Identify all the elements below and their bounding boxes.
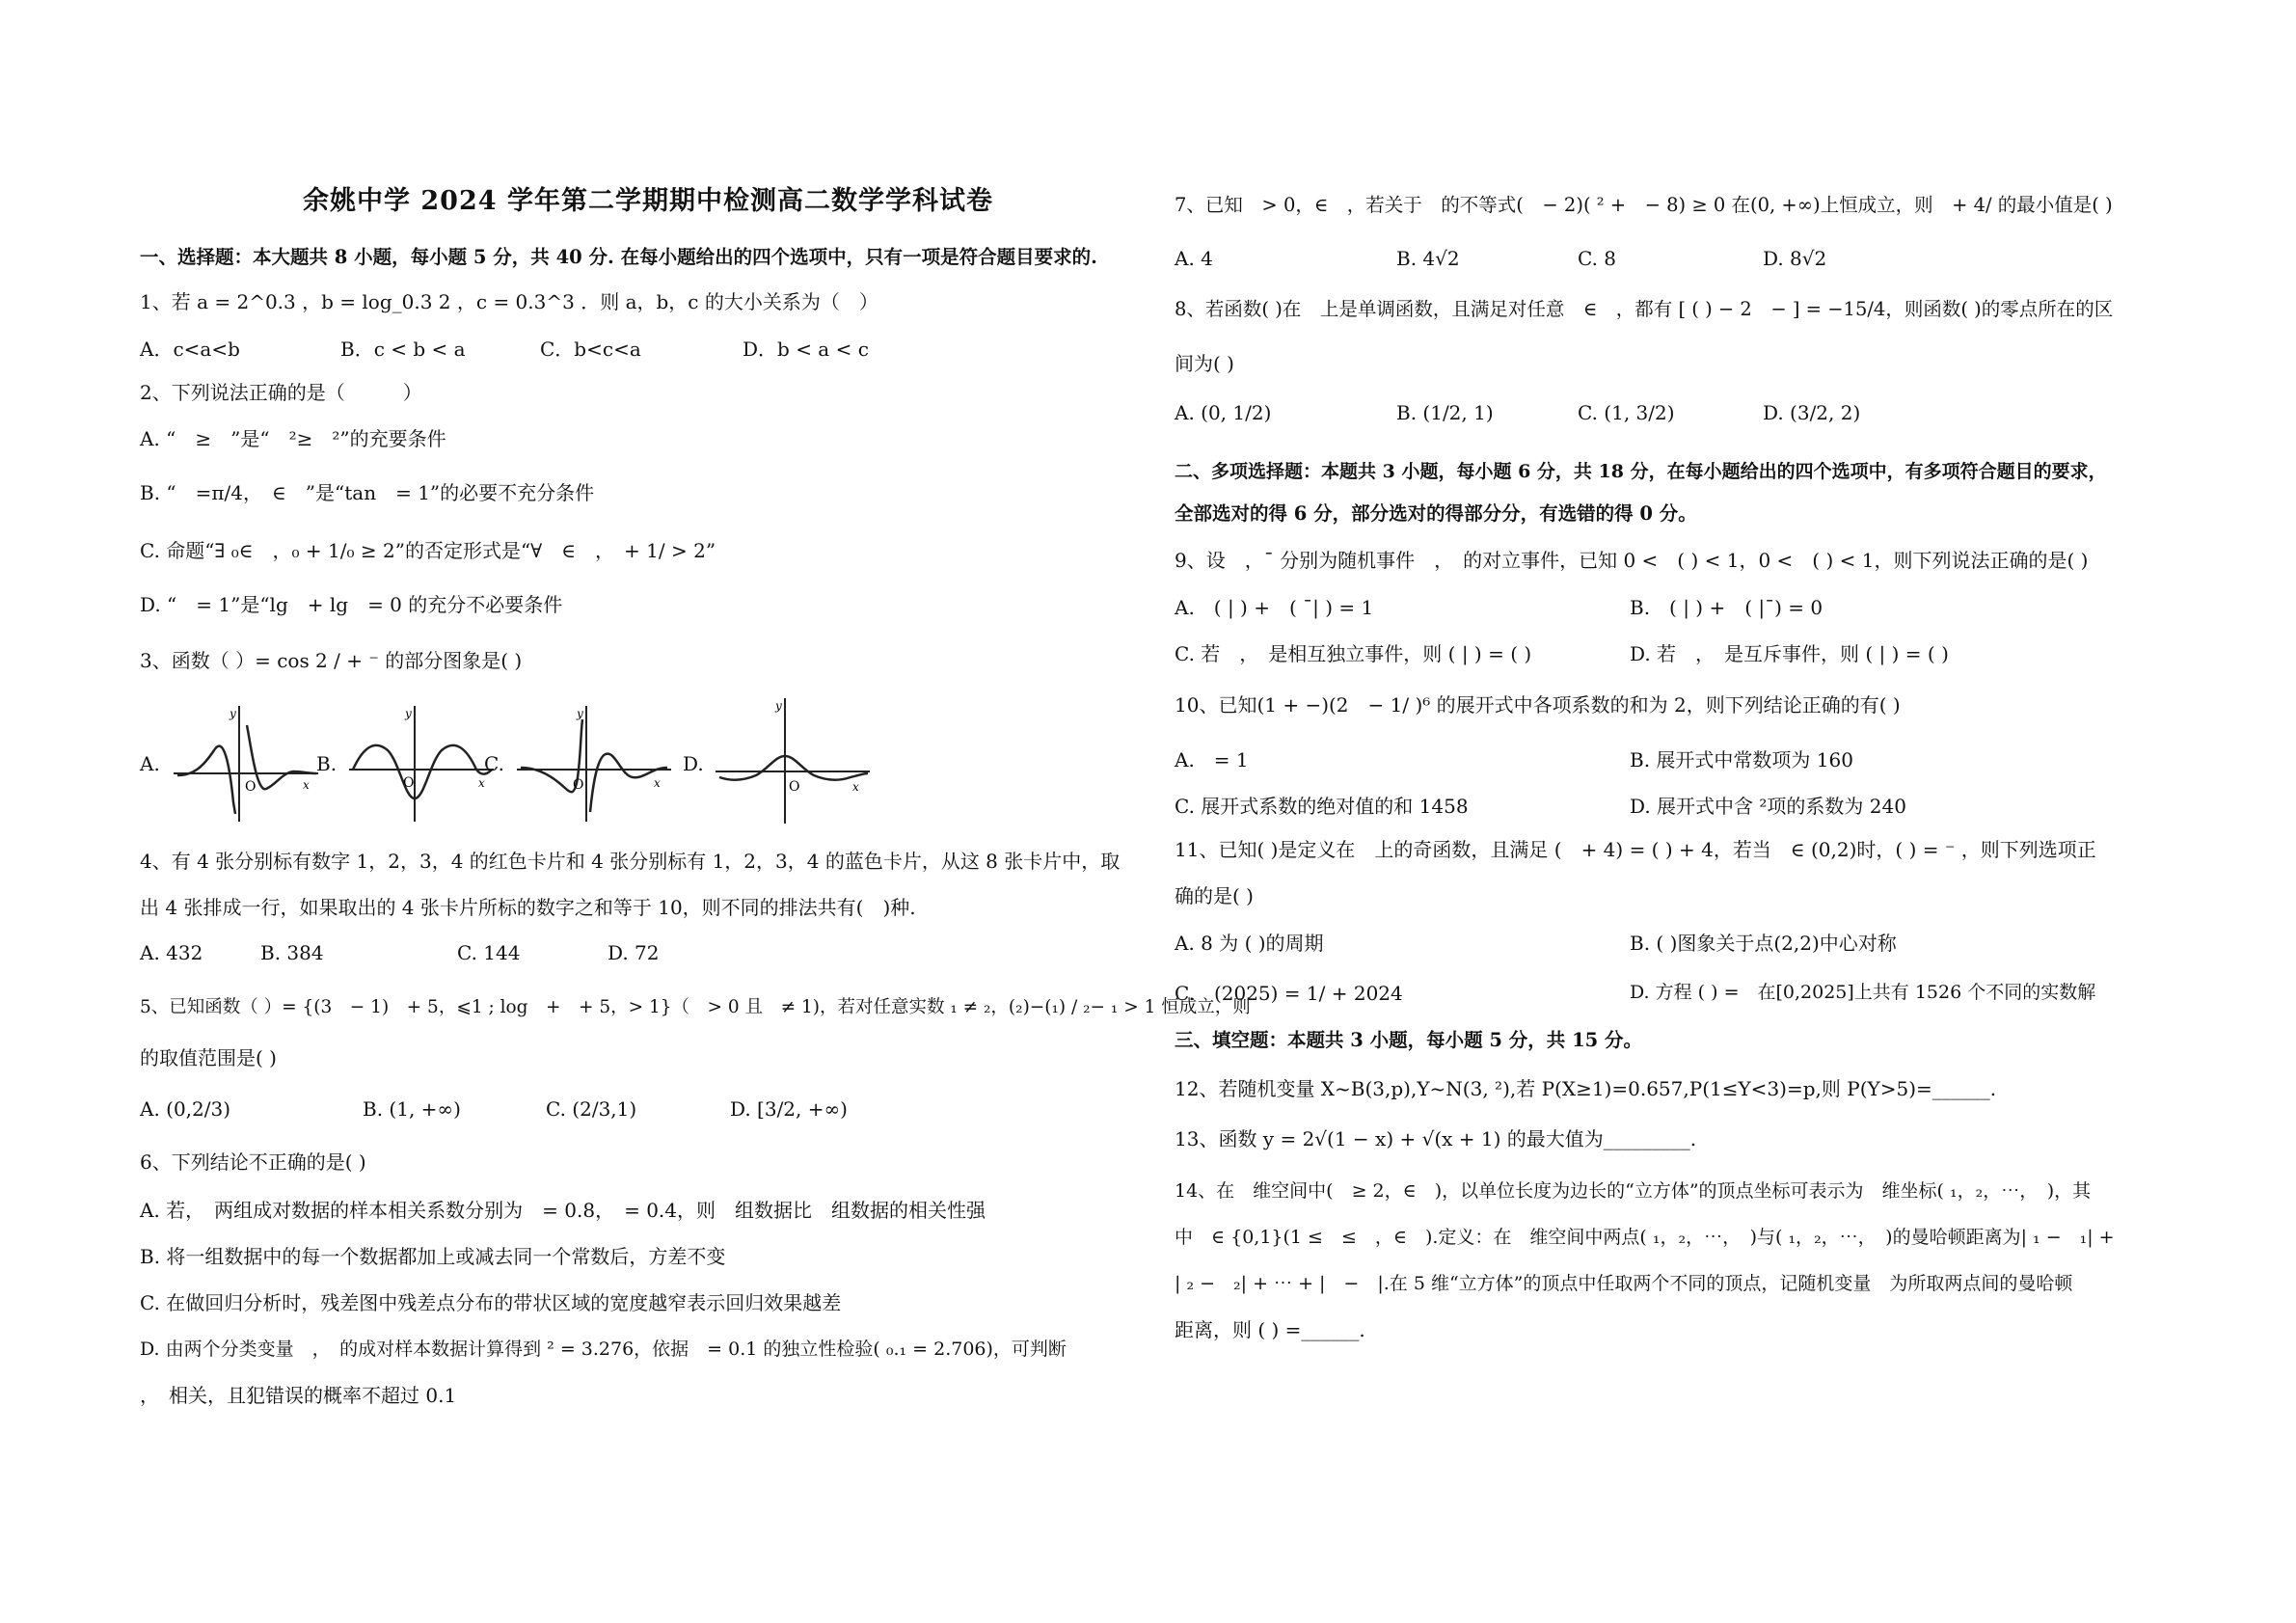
q8-option-c: C. (1, 3/2) xyxy=(1578,401,1675,424)
q8-stem-line1: 8、若函数( )在 上是单调函数，且满足对任意 ∈ ，都有 [ ( ) − 2 − ] = −15/4，则函数( )的零点所在的区 xyxy=(1175,298,2114,320)
q2-stem: 2、下列说法正确的是（ ） xyxy=(140,381,422,404)
q9-option-d: D. 若 ， 是互斥事件，则 ( | ) = ( ) xyxy=(1630,642,1949,665)
q9-option-c: C. 若 ， 是相互独立事件，则 ( | ) = ( ) xyxy=(1175,642,1532,665)
q1-option-a: A．c<a<b xyxy=(140,338,240,361)
q6-option-d-line1: D. 由两个分类变量 ， 的成对样本数据计算得到 ² = 3.276，依据 = 0.1 的独立性检验( ₀.₁ = 2.706)，可判断 xyxy=(140,1339,1067,1360)
q11-option-d: D. 方程 ( ) = 在[0,2025]上共有 1526 个不同的实数解 xyxy=(1630,982,2096,1003)
q10-stem: 10、已知(1 + −)(2 − 1/ )⁶ 的展开式中各项系数的和为 2，则下列结论正确的有( ) xyxy=(1175,693,1901,717)
q3d-x-label: x xyxy=(852,780,859,794)
q8-option-b: B. (1/2, 1) xyxy=(1396,401,1494,424)
q3a-x-label: x xyxy=(303,778,310,792)
q2-option-b: B. “ =π/4， ∈ ”是“tan = 1”的必要不充分条件 xyxy=(140,481,595,504)
q4-option-d: D. 72 xyxy=(608,941,660,964)
q14-stem-line4: 距离，则 ( ) =______. xyxy=(1175,1318,1365,1341)
q14-stem-line1: 14、在 维空间中( ≥ 2，∈ )，以单位长度为边长的“立方体”的顶点坐标可表示为 维坐标( ₁，₂，⋯， )，其 xyxy=(1175,1180,2092,1202)
q5-stem-line1: 5、已知函数（ ）= {(3 − 1) + 5，⩽1 ; log + + 5，> 1}（ > 0 且 ≠ 1)，若对任意实数 ₁ ≠ ₂，(₂)−(₁) / ₂− ₁ > 1 恒成立，则 xyxy=(140,997,1251,1017)
q3a-origin-label: O xyxy=(245,779,257,795)
q5-option-b: B. (1, +∞) xyxy=(363,1097,461,1121)
q7-option-b: B. 4√2 xyxy=(1396,247,1460,270)
q1-option-d: D．b < a < c xyxy=(743,338,869,361)
q12-stem: 12、若随机变量 X~B(3,p),Y~N(3, ²),若 P(X≥1)=0.657,P(1≤Y<3)=p,则 P(Y>5)=______. xyxy=(1175,1077,1997,1100)
q3-graph-a xyxy=(174,706,318,825)
q9-stem: 9、设 ，¯ 分别为随机事件 ， 的对立事件，已知 0 < ( ) < 1，0 < ( ) < 1，则下列说法正确的是( ) xyxy=(1175,549,2089,572)
q3-option-c-label: C. xyxy=(484,752,504,775)
q4-option-a: A. 432 xyxy=(140,941,203,964)
q10-option-a: A. = 1 xyxy=(1175,748,1249,771)
q8-stem-line2: 间为( ) xyxy=(1175,352,1234,375)
q6-stem: 6、下列结论不正确的是( ) xyxy=(140,1150,366,1174)
section-2-heading-line1: 二、多项选择题：本题共 3 小题，每小题 6 分，共 18 分，在每小题给出的四个选项中，有多项符合题目的要求， xyxy=(1175,461,2107,482)
q11-option-c: C. (2025) = 1/ + 2024 xyxy=(1175,982,1403,1005)
q10-option-d: D. 展开式中含 ²项的系数为 240 xyxy=(1630,795,1906,818)
q2-option-c: C. 命题“∃ ₀∈ ，₀ + 1/₀ ≥ 2”的否定形式是“∀ ∈ ， + 1/ > 2” xyxy=(140,539,716,562)
q7-option-d: D. 8√2 xyxy=(1763,247,1827,270)
q5-option-c: C. (2/3,1) xyxy=(546,1097,637,1121)
q3-graph-c xyxy=(517,706,671,825)
q3c-x-label: x xyxy=(654,776,661,790)
page-title: 余姚中学 2024 学年第二学期期中检测高二数学学科试卷 xyxy=(303,186,993,216)
q7-option-c: C. 8 xyxy=(1578,247,1617,270)
q5-option-d: D. [3/2, +∞) xyxy=(730,1097,848,1121)
q3-option-d-label: D. xyxy=(683,752,704,775)
q5-option-a: A. (0,2/3) xyxy=(140,1097,231,1121)
q1-stem: 1、若 a = 2^0.3 ，b = log_0.3 2 ，c = 0.3^3 ．则 a，b，c 的大小关系为（ ） xyxy=(140,290,878,313)
q11-option-a: A. 8 为 ( )的周期 xyxy=(1175,932,1324,955)
q7-stem: 7、已知 > 0，∈ ，若关于 的不等式( − 2)( ² + − 8) ≥ 0 在(0, +∞)上恒成立，则 + 4/ 的最小值是( ) xyxy=(1175,194,2113,216)
q1-option-b: B．c < b < a xyxy=(340,338,466,361)
q3-graph-d xyxy=(716,698,870,827)
q6-option-a: A. 若， 两组成对数据的样本相关系数分别为 = 0.8， = 0.4，则 组数据比 组数据的相关性强 xyxy=(140,1199,986,1222)
q4-stem-line1: 4、有 4 张分别标有数字 1，2，3，4 的红色卡片和 4 张分别标有 1，2，3，4 的蓝色卡片，从这 8 张卡片中，取 xyxy=(140,850,1121,873)
q3a-y-label: y xyxy=(230,707,236,720)
q9-option-b: B. ( | ) + ( |¯) = 0 xyxy=(1630,596,1823,619)
q1-option-c: C．b<c<a xyxy=(540,338,641,361)
q6-option-d-line2: ， 相关，且犯错误的概率不超过 0.1 xyxy=(140,1384,457,1407)
q5-stem-line2: 的取值范围是( ) xyxy=(140,1046,277,1069)
q3-option-a-label: A. xyxy=(140,752,160,775)
q3b-origin-label: O xyxy=(403,775,415,791)
q8-option-a: A. (0, 1/2) xyxy=(1175,401,1272,424)
q8-option-d: D. (3/2, 2) xyxy=(1763,401,1861,424)
q3-option-b-label: B. xyxy=(316,752,338,775)
q14-stem-line2: 中 ∈ {0,1}(1 ≤ ≤ ，∈ ).定义：在 维空间中两点( ₁，₂，⋯， )与( ₁，₂，⋯， )的曼哈顿距离为| ₁ − ₁| + xyxy=(1175,1227,2115,1248)
q13-stem: 13、函数 y = 2√(1 − x) + √(x + 1) 的最大值为_________. xyxy=(1175,1127,1697,1150)
q4-option-b: B. 384 xyxy=(260,941,324,964)
q9-option-a: A. ( | ) + ( ¯| ) = 1 xyxy=(1175,596,1374,619)
q11-stem-line1: 11、已知( )是定义在 上的奇函数，且满足 ( + 4) = ( ) + 4，若当 ∈ (0,2)时，( ) = ⁻ ，则下列选项正 xyxy=(1175,838,2096,861)
q3b-y-label: y xyxy=(405,707,412,720)
q7-option-a: A. 4 xyxy=(1175,247,1213,270)
q6-option-c: C. 在做回归分析时，残差图中残差点分布的带状区域的宽度越窄表示回归效果越差 xyxy=(140,1291,842,1314)
q3-graph-b xyxy=(349,706,494,825)
q2-option-d: D. “ = 1”是“lg + lg = 0 的充分不必要条件 xyxy=(140,593,563,616)
q2-option-a: A. “ ≥ ”是“ ²≥ ²”的充要条件 xyxy=(140,427,446,450)
q6-option-b: B. 将一组数据中的每一个数据都加上或减去同一个常数后，方差不变 xyxy=(140,1245,726,1268)
q10-option-b: B. 展开式中常数项为 160 xyxy=(1630,748,1853,771)
q3d-origin-label: O xyxy=(789,779,800,795)
section-1-heading: 一、选择题：本大题共 8 小题，每小题 5 分，共 40 分. 在每小题给出的四个选项中，只有一项是符合题目要求的. xyxy=(140,246,1097,268)
section-2-heading-line2: 全部选对的得 6 分，部分选对的得部分分，有选错的得 0 分。 xyxy=(1175,502,1697,525)
q3b-x-label: x xyxy=(478,776,485,790)
q10-option-c: C. 展开式系数的绝对值的和 1458 xyxy=(1175,795,1469,818)
q3c-y-label: y xyxy=(577,707,583,720)
q3d-y-label: y xyxy=(775,699,782,713)
q4-stem-line2: 出 4 张排成一行，如果取出的 4 张卡片所标的数字之和等于 10，则不同的排法共有( )种. xyxy=(140,896,916,919)
q11-option-b: B. ( )图象关于点(2,2)中心对称 xyxy=(1630,932,1897,955)
q11-stem-line2: 确的是( ) xyxy=(1175,884,1254,907)
q14-stem-line3: | ₂ − ₂| + ⋯ + | − |.在 5 维“立方体”的顶点中任取两个不同的顶点，记随机变量 为所取两点间的曼哈顿 xyxy=(1175,1273,2073,1294)
section-3-heading: 三、填空题：本题共 3 小题，每小题 5 分，共 15 分。 xyxy=(1175,1029,1643,1051)
q3-stem: 3、函数（ ）= cos 2 / + ⁻ 的部分图象是( ) xyxy=(140,649,523,672)
q4-option-c: C. 144 xyxy=(457,941,521,964)
q3c-origin-label: O xyxy=(573,777,584,793)
